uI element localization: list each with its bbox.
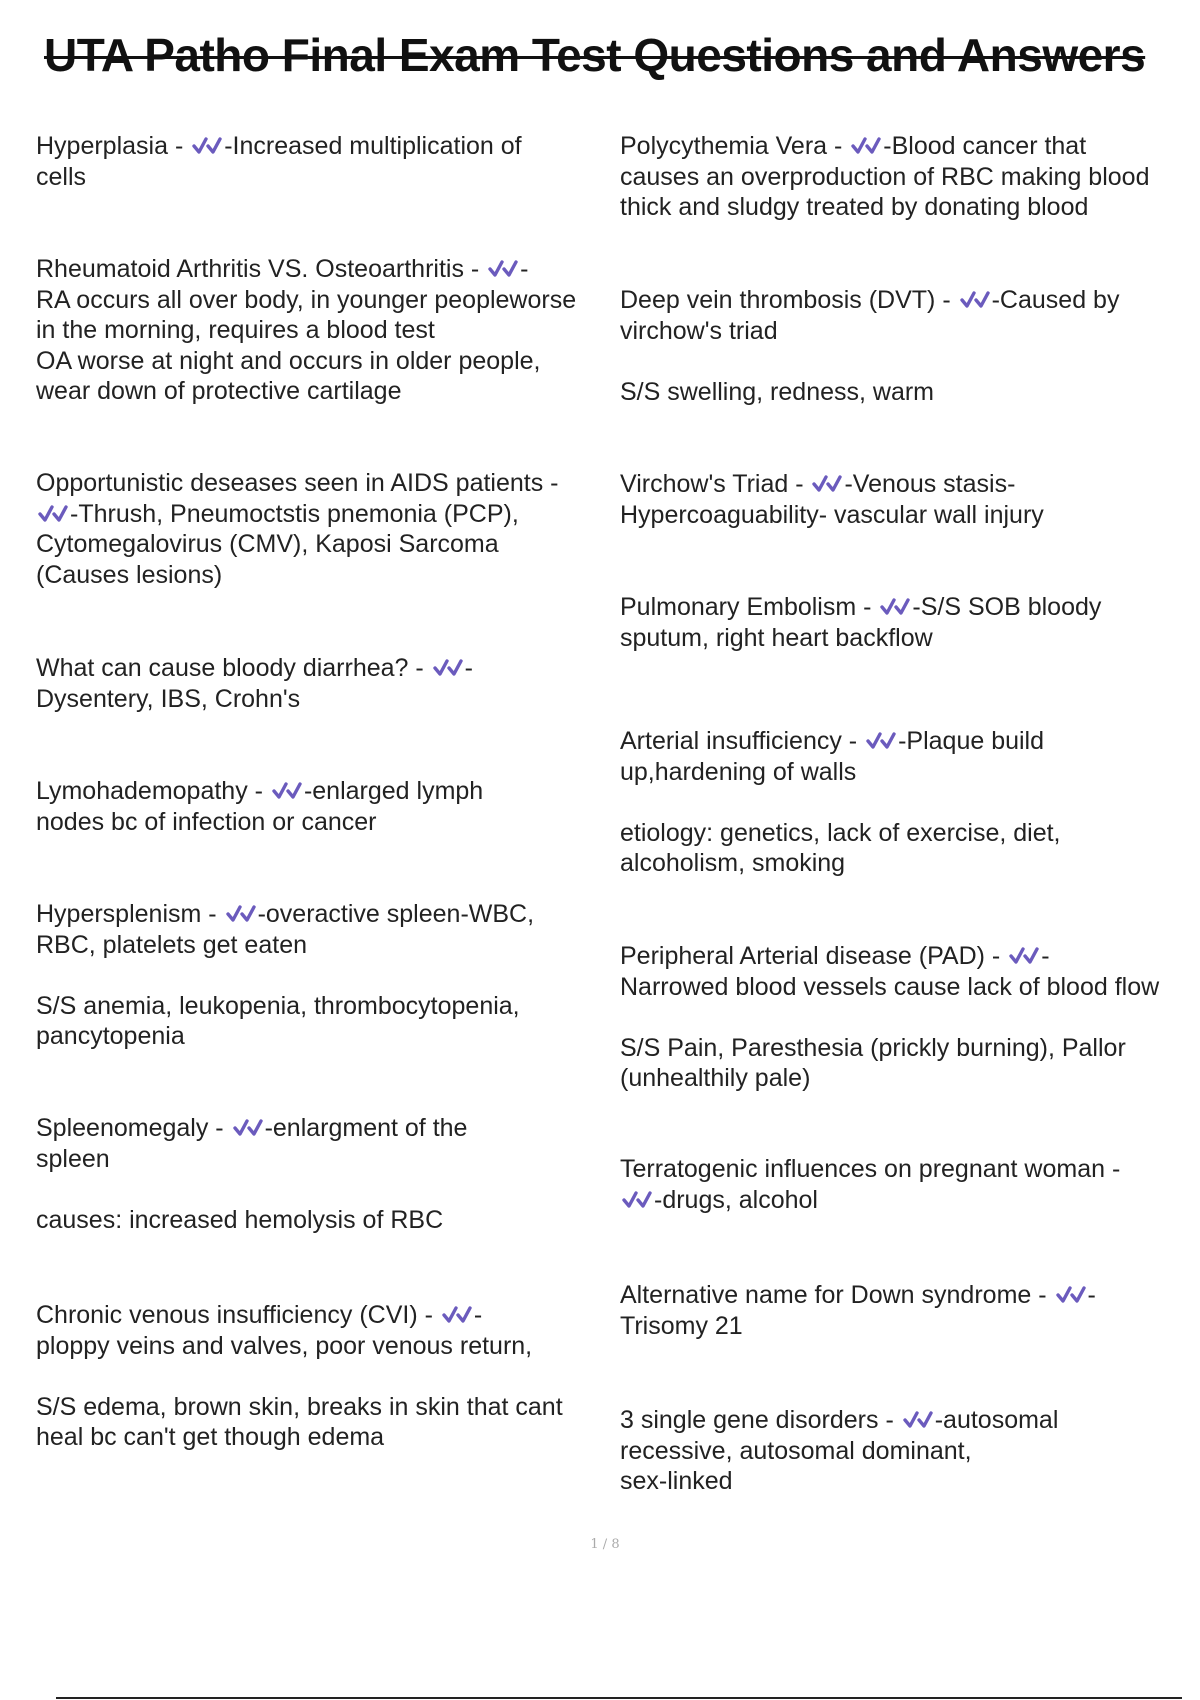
entry-line: -drugs, alcohol: [620, 1185, 1120, 1216]
entry-line: sputum, right heart backflow: [620, 623, 933, 652]
entry-line: Narrowed blood vessels cause lack of blood flow: [620, 972, 1160, 1001]
double-checkmark-icon: [851, 135, 881, 157]
entry-line: RA occurs all over body, in younger peopleworse: [36, 285, 577, 314]
double-checkmark-icon: [272, 780, 302, 802]
entry-line: Polycythemia Vera - -Blood cancer that: [620, 132, 1087, 160]
entry-line: Rheumatoid Arthritis VS. Osteoarthritis - -: [36, 255, 529, 283]
entry-line: Spleenomegaly - -enlargment of the: [36, 1114, 468, 1142]
double-checkmark-icon: [1009, 945, 1039, 967]
entry-line: Terratogenic influences on pregnant woman -: [620, 1155, 1121, 1183]
entry-gap: [36, 960, 534, 991]
entry-line: pancytopenia: [36, 1022, 185, 1050]
entry-line: Hypersplenism - -overactive spleen-WBC,: [36, 900, 535, 928]
qa-entry: [36, 1300, 563, 1453]
entry-line: Hyperplasia - -Increased multiplication of: [36, 132, 522, 160]
entry-line: S/S Pain, Paresthesia (prickly burning), Pallor: [620, 1033, 1126, 1062]
entry-line: (unhealthily pale): [620, 1064, 811, 1092]
qa-entry: [36, 776, 483, 837]
qa-entry: [620, 131, 1149, 223]
footer-divider: [56, 1697, 1182, 1699]
qa-entry: [620, 726, 1061, 879]
entry-line: Pulmonary Embolism - -S/S SOB bloody: [620, 593, 1102, 621]
entry-line: alcoholism, smoking: [620, 849, 846, 877]
qa-entry: [620, 1280, 1096, 1341]
entry-line: Opportunistic deseases seen in AIDS patients -: [36, 469, 559, 497]
qa-entry: [620, 285, 1119, 407]
double-checkmark-icon: [226, 903, 256, 925]
qa-entry: [620, 1405, 1058, 1497]
entry-line: Hypercoaguability- vascular wall injury: [620, 500, 1044, 529]
double-checkmark-icon: [233, 1117, 263, 1139]
qa-entry: [36, 899, 534, 1052]
double-checkmark-icon: [38, 503, 68, 525]
entry-line: 3 single gene disorders - -autosomal: [620, 1406, 1059, 1434]
entry-line: wear down of protective cartilage: [36, 377, 402, 405]
entry-gap: [36, 1361, 563, 1392]
entry-line: causes an overproduction of RBC making blood: [620, 162, 1150, 191]
entry-line: RBC, platelets get eaten: [36, 930, 307, 959]
entry-line: thick and sludgy treated by donating blood: [620, 193, 1089, 221]
entry-line: S/S swelling, redness, warm: [620, 377, 935, 406]
page-title: UTA Patho Final Exam Test Questions and Answers: [44, 29, 1146, 81]
qa-entry: [36, 468, 559, 590]
double-checkmark-icon: [433, 657, 463, 679]
entry-line: S/S edema, brown skin, breaks in skin that cant: [36, 1392, 563, 1421]
entry-gap: [620, 1002, 1159, 1033]
entry-line: causes: increased hemolysis of RBC: [36, 1205, 444, 1234]
entry-line: nodes bc of infection or cancer: [36, 807, 377, 836]
entry-line: S/S anemia, leukopenia, thrombocytopenia,: [36, 991, 520, 1020]
entry-line: recessive, autosomal dominant,: [620, 1436, 972, 1465]
double-checkmark-icon: [192, 135, 222, 157]
entry-line: OA worse at night and occurs in older people,: [36, 346, 541, 375]
entry-line: -Thrush, Pneumoctstis pnemonia (PCP),: [36, 499, 559, 530]
entry-gap: [620, 787, 1061, 818]
entry-line: Lymohademopathy - -enlarged lymph: [36, 777, 484, 805]
qa-entry: [620, 469, 1044, 530]
qa-entry: [620, 592, 1101, 653]
qa-entry: [620, 941, 1159, 1094]
entry-line: Alternative name for Down syndrome - -: [620, 1281, 1096, 1309]
entry-line: (Causes lesions): [36, 560, 223, 589]
entry-line: Dysentery, IBS, Crohn's: [36, 684, 301, 713]
entry-line: Chronic venous insufficiency (CVI) - -: [36, 1301, 483, 1329]
double-checkmark-icon: [866, 730, 896, 752]
double-checkmark-icon: [960, 289, 990, 311]
entry-gap: [620, 346, 1119, 377]
entry-line: sex-linked: [620, 1467, 733, 1495]
double-checkmark-icon: [880, 596, 910, 618]
entry-line: Trisomy 21: [620, 1311, 743, 1340]
entry-line: ploppy veins and valves, poor venous return,: [36, 1331, 533, 1360]
entry-line: What can cause bloody diarrhea? - -: [36, 654, 473, 682]
qa-entry: [36, 1113, 467, 1235]
entry-line: heal bc can't get though edema: [36, 1423, 385, 1451]
entry-gap: [36, 1174, 467, 1205]
entry-line: Virchow's Triad - -Venous stasis-: [620, 470, 1016, 498]
qa-entry: [36, 254, 576, 407]
entry-line: etiology: genetics, lack of exercise, diet,: [620, 818, 1061, 847]
entry-line: Cytomegalovirus (CMV), Kaposi Sarcoma: [36, 530, 499, 558]
entry-line: virchow's triad: [620, 316, 778, 345]
double-checkmark-icon: [488, 258, 518, 280]
double-checkmark-icon: [622, 1189, 652, 1211]
entry-line: spleen: [36, 1144, 110, 1173]
entry-line: Deep vein thrombosis (DVT) - -Caused by: [620, 286, 1120, 314]
entry-line: in the morning, requires a blood test: [36, 316, 435, 344]
double-checkmark-icon: [1056, 1284, 1086, 1306]
entry-line: Arterial insufficiency - -Plaque build: [620, 727, 1045, 755]
qa-entry: [36, 653, 473, 714]
qa-entry: [620, 1154, 1120, 1215]
double-checkmark-icon: [903, 1409, 933, 1431]
entry-line: up,hardening of walls: [620, 757, 857, 786]
page-number: 1 / 8: [590, 1537, 620, 1552]
entry-line: cells: [36, 162, 87, 191]
entry-line: Peripheral Arterial disease (PAD) - -: [620, 942, 1050, 970]
qa-entry: [36, 131, 522, 192]
double-checkmark-icon: [812, 473, 842, 495]
double-checkmark-icon: [442, 1304, 472, 1326]
